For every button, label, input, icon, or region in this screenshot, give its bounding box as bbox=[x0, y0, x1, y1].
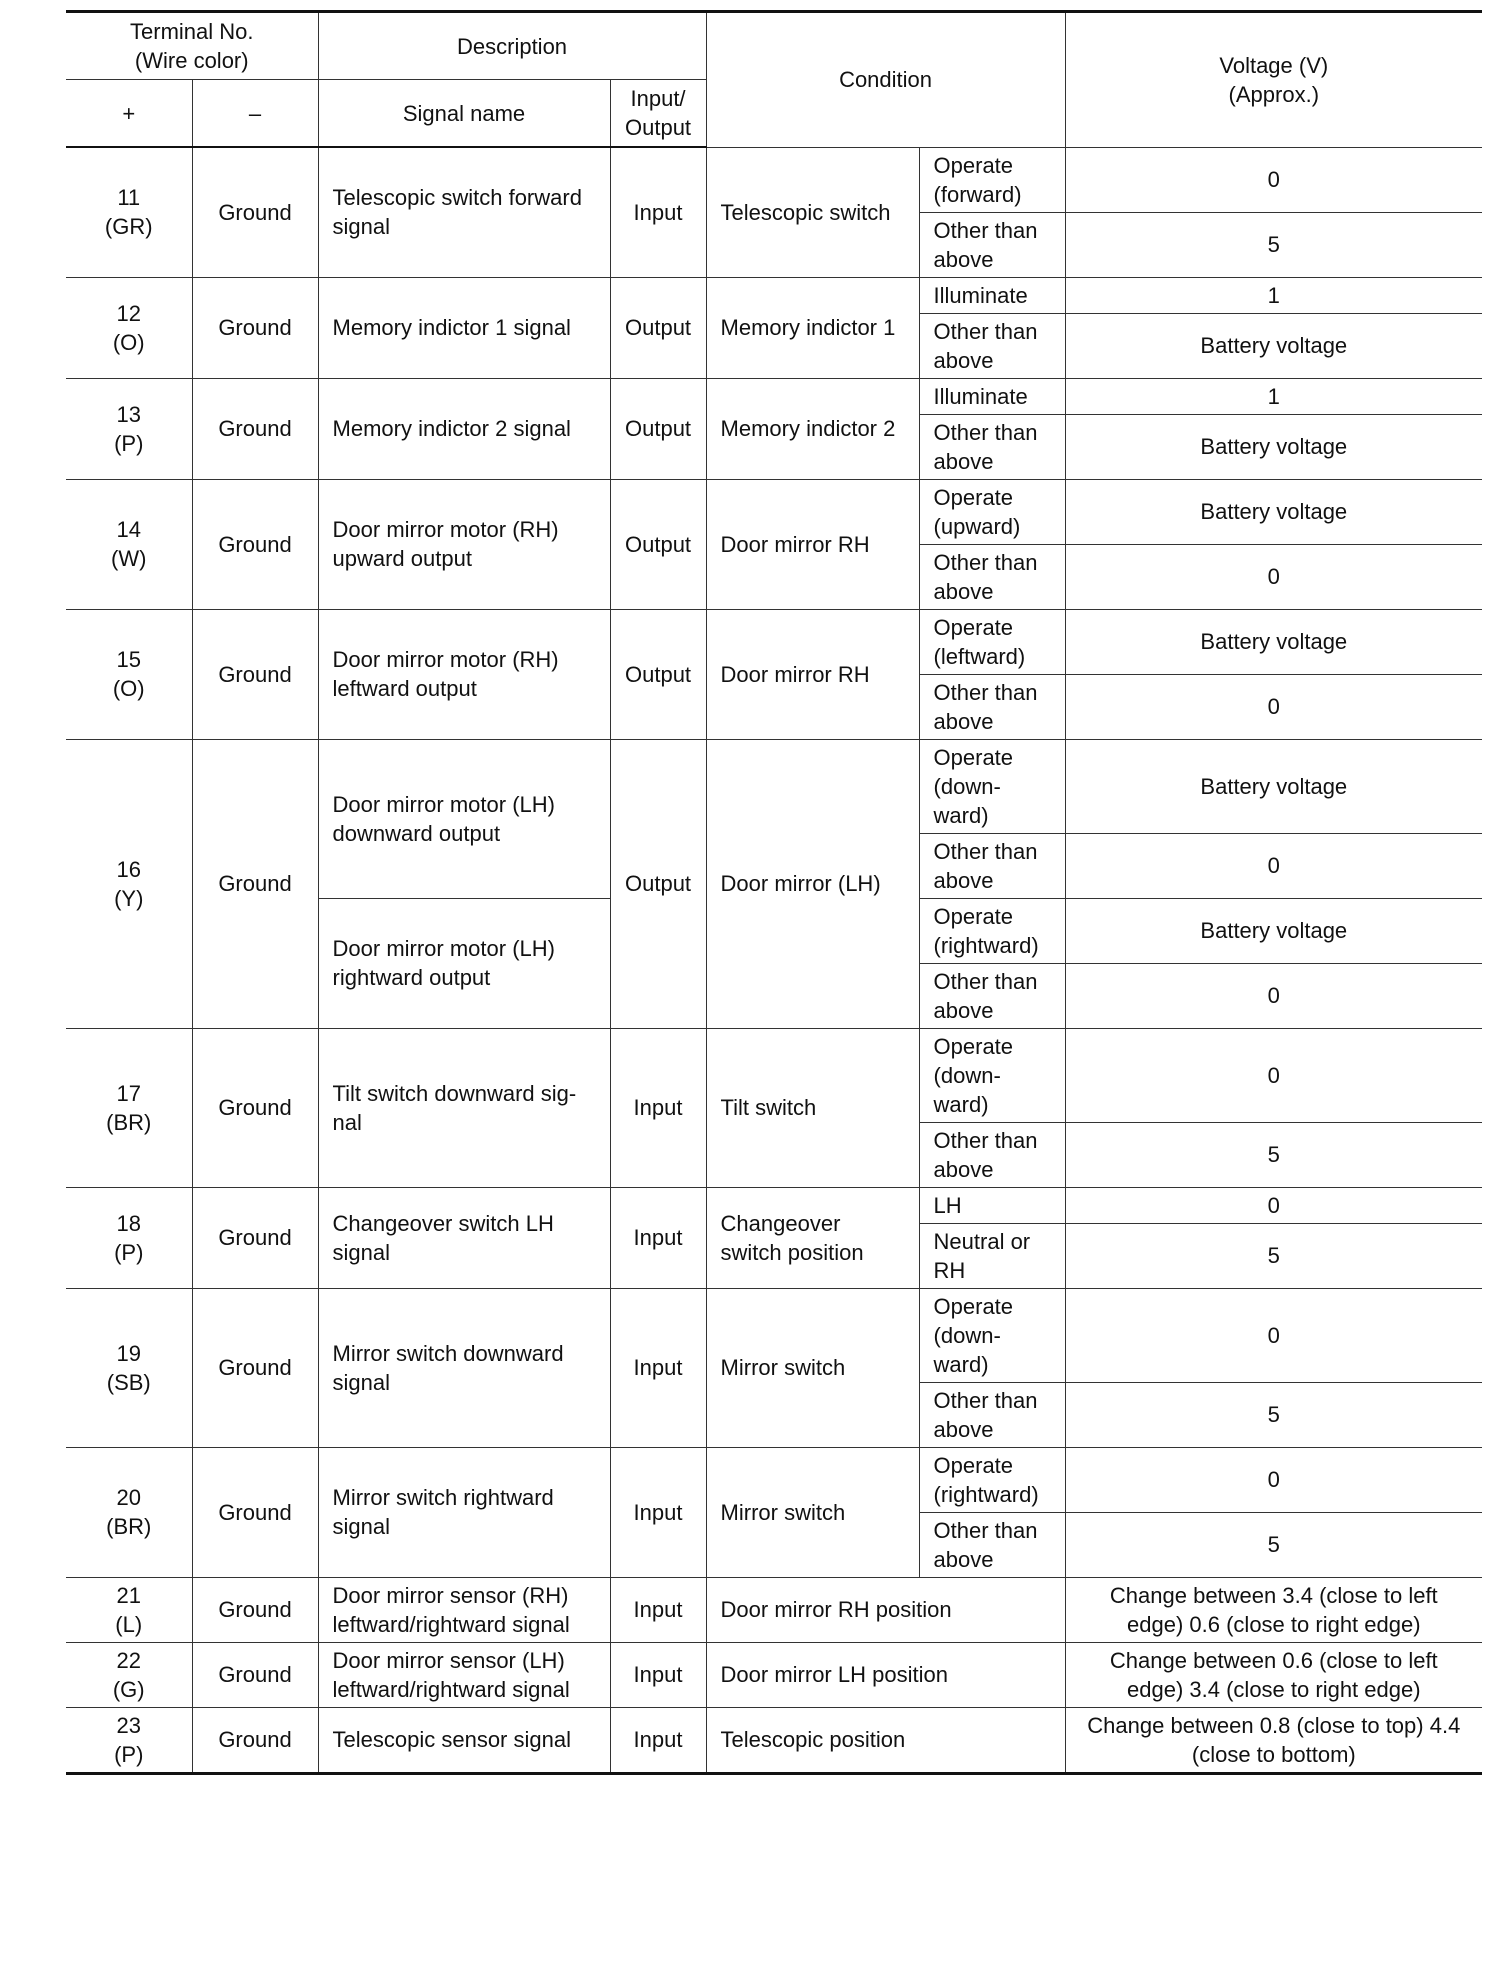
header-terminal: Terminal No. (Wire color) bbox=[66, 12, 318, 80]
input-output: Input bbox=[610, 1028, 706, 1187]
terminal-plus: 12 (O) bbox=[66, 277, 192, 378]
terminal-plus: 13 (P) bbox=[66, 378, 192, 479]
condition-state: Other than above bbox=[919, 674, 1065, 739]
terminal-minus: Ground bbox=[192, 147, 318, 277]
terminal-plus: 23 (P) bbox=[66, 1707, 192, 1773]
condition-state: Illuminate bbox=[919, 378, 1065, 414]
condition-state: Operate (down- ward) bbox=[919, 739, 1065, 833]
voltage: 0 bbox=[1065, 1028, 1482, 1122]
voltage: 0 bbox=[1065, 147, 1482, 212]
header-condition: Condition bbox=[706, 12, 1065, 148]
signal-name: Door mirror motor (LH) rightward output bbox=[318, 898, 610, 1028]
terminal-minus: Ground bbox=[192, 1447, 318, 1577]
condition: Memory indictor 1 bbox=[706, 277, 919, 378]
terminal-plus: 16 (Y) bbox=[66, 739, 192, 1028]
input-output: Input bbox=[610, 1288, 706, 1447]
table-row bbox=[66, 1707, 1482, 1773]
signal-name: Telescopic sensor signal bbox=[318, 1707, 610, 1773]
header-input-output: Input/ Output bbox=[610, 80, 706, 148]
voltage: 5 bbox=[1065, 212, 1482, 277]
condition: Door mirror RH bbox=[706, 609, 919, 739]
voltage: 5 bbox=[1065, 1512, 1482, 1577]
table-row bbox=[66, 277, 1482, 313]
table-row bbox=[66, 1577, 1482, 1642]
condition-state: Other than above bbox=[919, 1512, 1065, 1577]
terminal-plus: 19 (SB) bbox=[66, 1288, 192, 1447]
signal-name: Door mirror sensor (LH) leftward/rightward signal bbox=[318, 1642, 610, 1707]
signal-name: Door mirror motor (RH) upward output bbox=[318, 479, 610, 609]
signal-name: Mirror switch downward signal bbox=[318, 1288, 610, 1447]
voltage: Battery voltage bbox=[1065, 609, 1482, 674]
condition: Mirror switch bbox=[706, 1447, 919, 1577]
condition-state: Other than above bbox=[919, 414, 1065, 479]
voltage: 0 bbox=[1065, 1187, 1482, 1223]
voltage: Battery voltage bbox=[1065, 898, 1482, 963]
voltage: Battery voltage bbox=[1065, 313, 1482, 378]
voltage: 0 bbox=[1065, 544, 1482, 609]
voltage: 5 bbox=[1065, 1223, 1482, 1288]
condition-state: LH bbox=[919, 1187, 1065, 1223]
terminal-plus: 15 (O) bbox=[66, 609, 192, 739]
terminal-plus: 17 (BR) bbox=[66, 1028, 192, 1187]
terminal-minus: Ground bbox=[192, 277, 318, 378]
table-row bbox=[66, 1447, 1482, 1512]
condition-state: Operate (rightward) bbox=[919, 1447, 1065, 1512]
condition-state: Other than above bbox=[919, 833, 1065, 898]
terminal-minus: Ground bbox=[192, 1642, 318, 1707]
input-output: Input bbox=[610, 1642, 706, 1707]
table-row bbox=[66, 1642, 1482, 1707]
terminal-minus: Ground bbox=[192, 1577, 318, 1642]
terminal-plus: 18 (P) bbox=[66, 1187, 192, 1288]
condition: Door mirror LH position bbox=[706, 1642, 1065, 1707]
voltage: Change between 0.6 (close to left edge) 3.4 (close to right edge) bbox=[1065, 1642, 1482, 1707]
condition: Door mirror RH bbox=[706, 479, 919, 609]
table-body bbox=[66, 147, 1482, 1773]
condition: Telescopic position bbox=[706, 1707, 1065, 1773]
terminal-minus: Ground bbox=[192, 1707, 318, 1773]
terminal-minus: Ground bbox=[192, 609, 318, 739]
terminal-minus: Ground bbox=[192, 1288, 318, 1447]
terminal-plus: 22 (G) bbox=[66, 1642, 192, 1707]
voltage: 0 bbox=[1065, 963, 1482, 1028]
condition-state: Operate (upward) bbox=[919, 479, 1065, 544]
signal-name: Memory indictor 1 signal bbox=[318, 277, 610, 378]
condition: Telescopic switch bbox=[706, 147, 919, 277]
voltage: Change between 3.4 (close to left edge) 0.6 (close to right edge) bbox=[1065, 1577, 1482, 1642]
header-plus: + bbox=[66, 80, 192, 148]
table-row bbox=[66, 1028, 1482, 1122]
signal-name: Changeover switch LH signal bbox=[318, 1187, 610, 1288]
condition-state: Other than above bbox=[919, 1382, 1065, 1447]
terminal-plus: 11 (GR) bbox=[66, 147, 192, 277]
terminal-plus: 21 (L) bbox=[66, 1577, 192, 1642]
signal-name: Door mirror motor (RH) leftward output bbox=[318, 609, 610, 739]
voltage: 0 bbox=[1065, 674, 1482, 739]
voltage: Change between 0.8 (close to top) 4.4 (close to bottom) bbox=[1065, 1707, 1482, 1773]
header-signal-name: Signal name bbox=[318, 80, 610, 148]
condition-state: Neutral or RH bbox=[919, 1223, 1065, 1288]
condition-state: Operate (down- ward) bbox=[919, 1028, 1065, 1122]
signal-name: Door mirror sensor (RH) leftward/rightward signal bbox=[318, 1577, 610, 1642]
voltage: 5 bbox=[1065, 1382, 1482, 1447]
input-output: Input bbox=[610, 1577, 706, 1642]
terminal-minus: Ground bbox=[192, 1028, 318, 1187]
signal-name: Memory indictor 2 signal bbox=[318, 378, 610, 479]
voltage: 1 bbox=[1065, 378, 1482, 414]
voltage: 5 bbox=[1065, 1122, 1482, 1187]
table-row bbox=[66, 1288, 1482, 1382]
header-minus: – bbox=[192, 80, 318, 148]
table-header bbox=[66, 12, 1482, 148]
condition-state: Other than above bbox=[919, 544, 1065, 609]
terminal-minus: Ground bbox=[192, 479, 318, 609]
condition-state: Other than above bbox=[919, 212, 1065, 277]
signal-name: Mirror switch rightward signal bbox=[318, 1447, 610, 1577]
table-row bbox=[66, 739, 1482, 833]
input-output: Output bbox=[610, 479, 706, 609]
input-output: Input bbox=[610, 1187, 706, 1288]
terminal-spec-table bbox=[66, 10, 1482, 1775]
condition-state: Illuminate bbox=[919, 277, 1065, 313]
signal-name: Tilt switch downward sig- nal bbox=[318, 1028, 610, 1187]
terminal-minus: Ground bbox=[192, 739, 318, 1028]
input-output: Output bbox=[610, 378, 706, 479]
voltage: 0 bbox=[1065, 1288, 1482, 1382]
input-output: Output bbox=[610, 277, 706, 378]
signal-name: Door mirror motor (LH) downward output bbox=[318, 739, 610, 898]
input-output: Output bbox=[610, 609, 706, 739]
table-row bbox=[66, 479, 1482, 544]
input-output: Input bbox=[610, 1447, 706, 1577]
condition: Changeover switch position bbox=[706, 1187, 919, 1288]
voltage: 0 bbox=[1065, 1447, 1482, 1512]
condition: Tilt switch bbox=[706, 1028, 919, 1187]
condition-state: Operate (forward) bbox=[919, 147, 1065, 212]
voltage: Battery voltage bbox=[1065, 414, 1482, 479]
condition: Door mirror (LH) bbox=[706, 739, 919, 1028]
condition-state: Other than above bbox=[919, 313, 1065, 378]
voltage: Battery voltage bbox=[1065, 479, 1482, 544]
condition: Memory indictor 2 bbox=[706, 378, 919, 479]
condition: Door mirror RH position bbox=[706, 1577, 1065, 1642]
table-row bbox=[66, 609, 1482, 674]
table-row bbox=[66, 378, 1482, 414]
voltage: 0 bbox=[1065, 833, 1482, 898]
terminal-plus: 14 (W) bbox=[66, 479, 192, 609]
input-output: Input bbox=[610, 1707, 706, 1773]
terminal-minus: Ground bbox=[192, 1187, 318, 1288]
table-row bbox=[66, 147, 1482, 212]
condition-state: Operate (rightward) bbox=[919, 898, 1065, 963]
table-row bbox=[66, 1187, 1482, 1223]
voltage: Battery voltage bbox=[1065, 739, 1482, 833]
terminal-minus: Ground bbox=[192, 378, 318, 479]
condition: Mirror switch bbox=[706, 1288, 919, 1447]
input-output: Input bbox=[610, 147, 706, 277]
signal-name: Telescopic switch forward signal bbox=[318, 147, 610, 277]
input-output: Output bbox=[610, 739, 706, 1028]
terminal-table-container bbox=[66, 10, 1482, 1775]
header-description: Description bbox=[318, 12, 706, 80]
condition-state: Other than above bbox=[919, 963, 1065, 1028]
voltage: 1 bbox=[1065, 277, 1482, 313]
condition-state: Operate (leftward) bbox=[919, 609, 1065, 674]
terminal-plus: 20 (BR) bbox=[66, 1447, 192, 1577]
condition-state: Operate (down- ward) bbox=[919, 1288, 1065, 1382]
header-voltage: Voltage (V) (Approx.) bbox=[1065, 12, 1482, 148]
condition-state: Other than above bbox=[919, 1122, 1065, 1187]
